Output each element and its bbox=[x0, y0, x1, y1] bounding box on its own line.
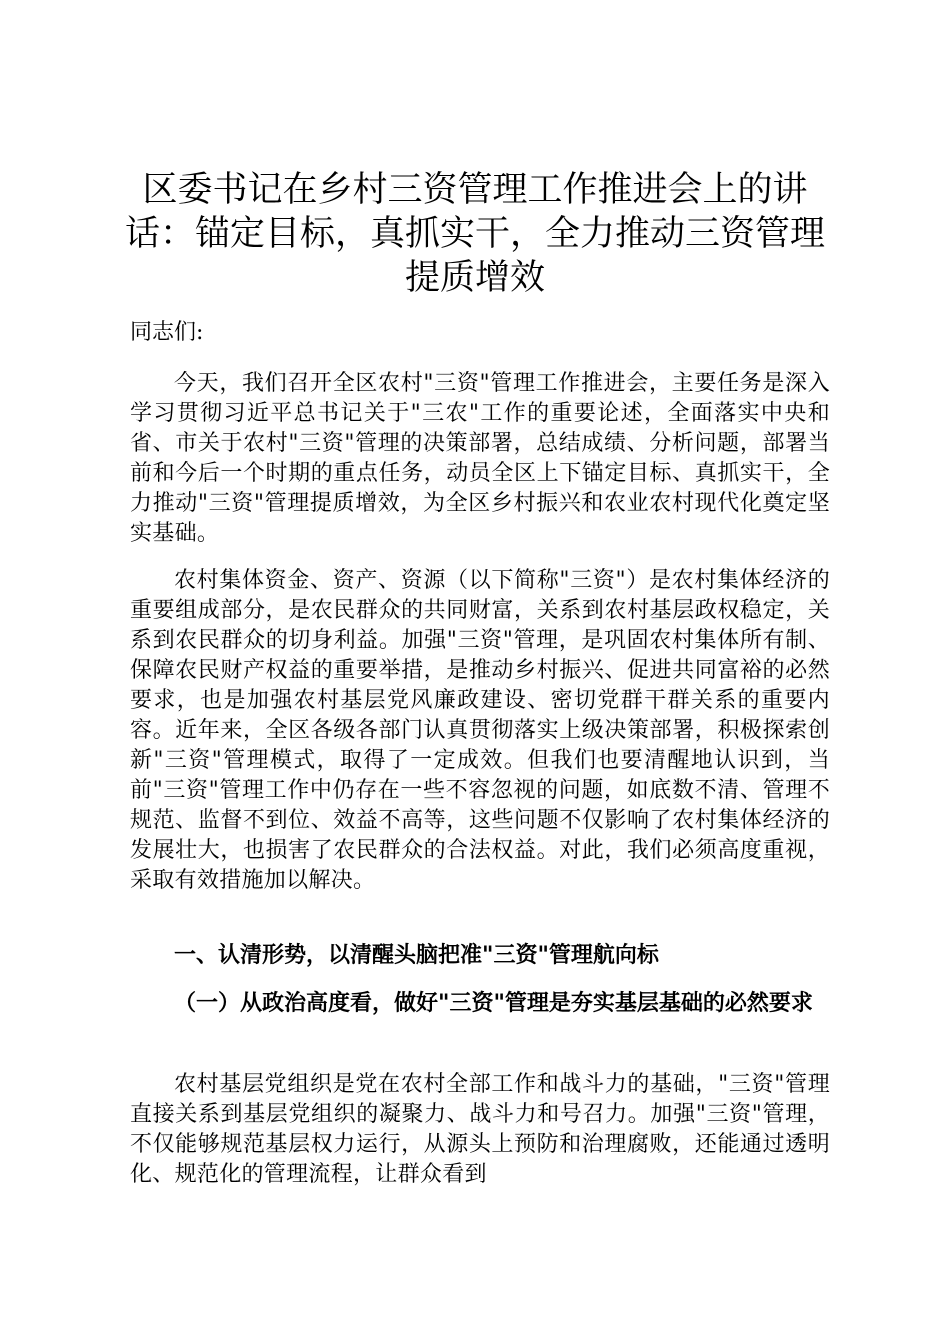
document-title: 区委书记在乡村三资管理工作推进会上的讲话：锚定目标，真抓实干，全力推动三资管理提质增效 bbox=[124, 170, 825, 298]
salutation: 同志们: bbox=[130, 320, 204, 345]
paragraph-2: 农村集体资金、资产、资源（以下简称"三资"）是农村集体经济的重要组成部分，是农民群众的共同财富，关系到农村基层政权稳定，关系到农民群众的切身利益。加强"三资"管理，是巩固农村集体所有制、保障农民财产权益的重要举措，是推动乡村振兴、促进共同富裕的必然要求，也是加强农村基层党风廉政建设、密切党群干群关系的重要内容。近年来，全区各级各部门认真贯彻落实上级决策部署，积极探索创新"三资"管理模式，取得了一定成效。但我们也要清醒地认识到，当前"三资"管理工作中仍存在一些不容忽视的问题，如底数不清、管理不规范、监督不到位、效益不高等，这些问题不仅影响了农村集体经济的发展壮大，也损害了农民群众的合法权益。对此，我们必须高度重视，采取有效措施加以解决。 bbox=[130, 568, 830, 893]
section-heading-1: 一、认清形势，以清醒头脑把准"三资"管理航向标 bbox=[174, 942, 659, 968]
paragraph-1: 今天，我们召开全区农村"三资"管理工作推进会，主要任务是深入学习贯彻习近平总书记关于"三农"工作的重要论述，全面落实中央和省、市关于农村"三资"管理的决策部署，总结成绩、分析问题，部署当前和今后一个时期的重点任务，动员全区上下锚定目标、真抓实干，全力推动"三资"管理提质增效，为全区乡村振兴和农业农村现代化奠定坚实基础。 bbox=[130, 371, 830, 546]
paragraph-3: 农村基层党组织是党在农村全部工作和战斗力的基础，"三资"管理直接关系到基层党组织的凝聚力、战斗力和号召力。加强"三资"管理，不仅能够规范基层权力运行，从源头上预防和治理腐败，还能通过透明化、规范化的管理流程，让群众看到 bbox=[130, 1072, 830, 1187]
subsection-heading-1: （一）从政治高度看，做好"三资"管理是夯实基层基础的必然要求 bbox=[174, 990, 813, 1016]
